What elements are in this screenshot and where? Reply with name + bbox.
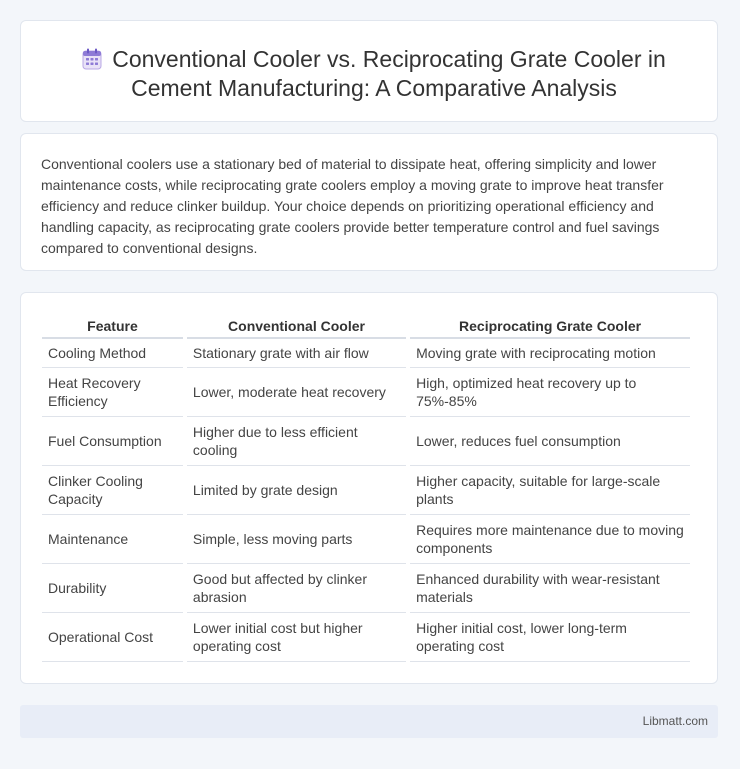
table-row (42, 564, 690, 613)
header-reciprocating: Reciprocating Grate Cooler (410, 315, 690, 339)
summary-paragraph: Conventional coolers use a stationary bed of material to dissipate heat, offering simplicity and lower maintenance costs, while reciprocating grate coolers employ a moving grate to improve heat transfer efficiency and reduce clinker buildup. Your choice depends on prioritizing operational efficiency and handling capacity, as reciprocating grate coolers provide better temperature control and fuel savings compared to conventional designs. (41, 156, 664, 256)
row-reciprocating: Lower, reduces fuel consumption (410, 417, 690, 466)
table-row (42, 613, 690, 662)
row-conventional: Lower initial cost but higher operating cost (187, 613, 406, 662)
header-feature: Feature (42, 315, 183, 339)
row-reciprocating: Higher initial cost, lower long-term operating cost (410, 613, 690, 662)
row-conventional: Lower, moderate heat recovery (187, 368, 406, 417)
comparison-table (38, 315, 694, 662)
page-title-text: Conventional Cooler vs. Reciprocating Grate Cooler in Cement Manufacturing: A Comparative Analysis (112, 46, 666, 101)
table-header-row (42, 315, 690, 339)
table-row (42, 339, 690, 368)
footer-brand-link[interactable]: Libmatt.com (642, 714, 708, 728)
row-feature: Maintenance (42, 515, 183, 564)
row-conventional: Higher due to less efficient cooling (187, 417, 406, 466)
row-conventional: Simple, less moving parts (187, 515, 406, 564)
comparison-card (20, 292, 718, 684)
row-reciprocating: High, optimized heat recovery up to 75%-85% (410, 368, 690, 417)
table-row (42, 466, 690, 515)
calendar-icon (82, 48, 102, 70)
header-conventional: Conventional Cooler (187, 315, 406, 339)
row-reciprocating: Moving grate with reciprocating motion (410, 339, 690, 368)
row-feature: Operational Cost (42, 613, 183, 662)
row-feature: Heat Recovery Efficiency (42, 368, 183, 417)
row-reciprocating: Requires more maintenance due to moving components (410, 515, 690, 564)
row-reciprocating: Higher capacity, suitable for large-scale plants (410, 466, 690, 515)
row-reciprocating: Enhanced durability with wear-resistant materials (410, 564, 690, 613)
table-row (42, 417, 690, 466)
row-feature: Durability (42, 564, 183, 613)
summary-card (20, 133, 718, 271)
row-feature: Cooling Method (42, 339, 183, 368)
table-row (42, 368, 690, 417)
row-conventional: Stationary grate with air flow (187, 339, 406, 368)
row-conventional: Limited by grate design (187, 466, 406, 515)
page-title (61, 45, 687, 103)
footer-bar (20, 705, 718, 738)
row-feature: Fuel Consumption (42, 417, 183, 466)
title-card (20, 20, 718, 122)
table-row (42, 515, 690, 564)
row-conventional: Good but affected by clinker abrasion (187, 564, 406, 613)
row-feature: Clinker Cooling Capacity (42, 466, 183, 515)
